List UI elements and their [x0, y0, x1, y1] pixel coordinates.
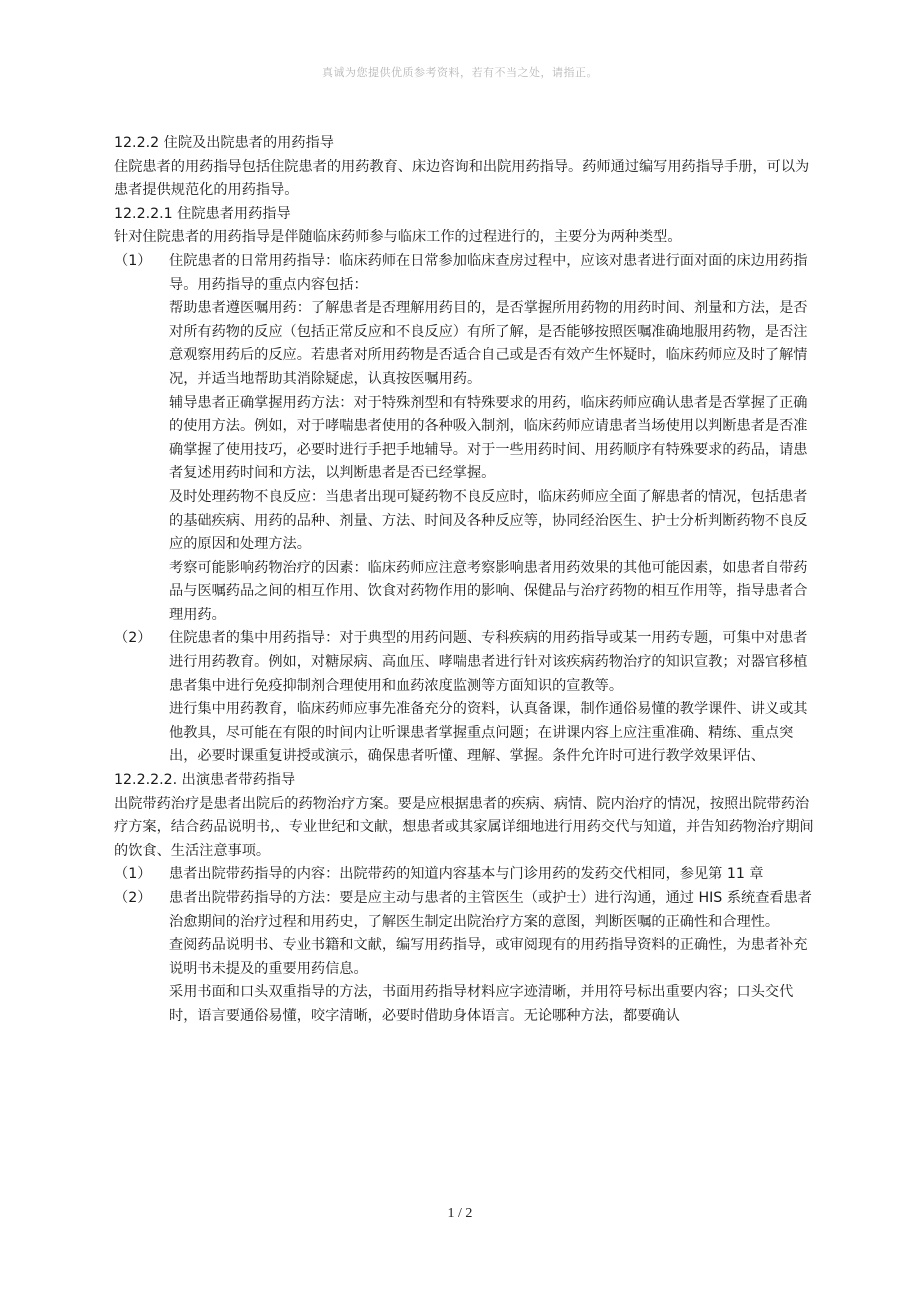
inpatient-intro-paragraph: 针对住院患者的用药指导是伴随临床药师参与临床工作的过程进行的，主要分为两种类型。: [114, 229, 682, 246]
list-item: [114, 250, 814, 628]
list-item-paragraph: 查阅药品说明书、专业书籍和文献，编写用药指导，或审阅现有的用药指导资料的正确性，为患者补充说明书未提及的重要用药信息。: [169, 937, 808, 977]
watermark-text: 真诚为您提供优质参考资料，若有不当之处，请指正。: [322, 66, 598, 79]
list-item-paragraph: 采用书面和口头双重指导的方法，书面用药指导材料应字迹清晰，并用符号标出重要内容；口头交代时，语言要通俗易懂，咬字清晰，必要时借助身体语言。无论哪种方法，都要确认: [169, 984, 794, 1024]
document-body: [114, 132, 814, 1029]
list-item: [114, 863, 814, 887]
list-item-number: （1）: [114, 252, 152, 269]
discharge-intro-paragraph: 出院带药治疗是患者出院后的药物治疗方案。要是应根据患者的疾病、病情、院内治疗的情况，按照出院带药治疗方案，结合药品说明书,、专业世纪和文献，想患者或其家属详细地进行用药交代与知道，并告知药物治疗期间的饮食、生活注意事项。: [114, 795, 814, 859]
list-item-paragraph: 住院患者的集中用药指导：对于典型的用药问题、专科疾病的用药指导或某一用药专题，可集中对患者进行用药教育。例如，对糖尿病、高血压、哮喘患者进行针对该疾病药物治疗的知识宣教；对器官移植患者集中进行免疫抑制剂合理使用和血药浓度监测等方面知识的宣教等。: [169, 630, 808, 694]
list-item-paragraph: 患者出院带药指导的内容：出院带药的知道内容基本与门诊用药的发药交代相同，参见第 11 章: [169, 866, 764, 883]
intro-paragraph: 住院患者的用药指导包括住院患者的用药教育、床边咨询和出院用药指导。药师通过编写用药指导手册，可以为患者提供规范化的用药指导。: [114, 158, 810, 199]
list-item-paragraph: 进行集中用药教育，临床药师应事先准备充分的资料，认真备课，制作通俗易懂的教学课件、讲义或其他教具，尽可能在有限的时间内让听课患者掌握重点问题；在讲课内容上应注重准确、精练、重点突出，必要时课重复讲授或演示，确保患者听懂、理解、掌握。条件允许时可进行教学效果评估、: [169, 701, 808, 765]
list-item-paragraph: 患者出院带药指导的方法：要是应主动与患者的主管医生（或护士）进行沟通，通过 HIS 系统查看患者治愈期间的治疗过程和用药史，了解医生制定出院治疗方案的意图，判断医嘱的正确性和合理性。: [169, 890, 812, 930]
subsection-heading-inpatient: 12.2.2.1 住院患者用药指导: [114, 205, 291, 222]
list-item-number: （1）: [114, 866, 152, 883]
list-item: [114, 887, 814, 1029]
list-item-number: （2）: [114, 630, 152, 647]
list-item-paragraph: 辅导患者正确掌握用药方法：对于特殊剂型和有特殊要求的用药，临床药师应确认患者是否掌握了正确的使用方法。例如，对于哮喘患者使用的各种吸入制剂，临床药师应请患者当场使用以判断患者是否准确掌握了使用技巧，必要时进行手把手地辅导。对于一些用药时间、用药顺序有特殊要求的药品，请患者复述用药时间和方法，以判断患者是否已经掌握。: [169, 394, 808, 482]
page-indicator: 1 / 2: [447, 1206, 473, 1221]
list-item-paragraph: 考察可能影响药物治疗的因素：临床药师应注意考察影响患者用药效果的其他可能因素，如患者自带药品与医嘱药品之间的相互作用、饮食对药物作用的影响、保健品与治疗药物的相互作用等，指导患者合理用药。: [169, 559, 808, 623]
list-item-paragraph: 及时处理药物不良反应：当患者出现可疑药物不良反应时，临床药师应全面了解患者的情况，包括患者的基础疾病、用药的品种、剂量、方法、时间及各种反应等，协同经治医生、护士分析判断药物不良反应的原因和处理方法。: [169, 488, 808, 553]
list-item-paragraph: 帮助患者遵医嘱用药：了解患者是否理解用药目的，是否掌握所用药物的用药时间、剂量和方法，是否对所有药物的反应（包括正常反应和不良反应）有所了解，是否能够按照医嘱准确地服用药物，是否注意观察用药后的反应。若患者对所用药物是否适合自己或是否有效产生怀疑时，临床药师应及时了解情况，并适当地帮助其消除疑虑，认真按医嘱用药。: [169, 300, 808, 387]
section-heading: 12.2.2 住院及出院患者的用药指导: [114, 135, 334, 151]
subsection-heading-discharge: 12.2.2.2. 出演患者带药指导: [114, 772, 296, 789]
list-item: [114, 627, 814, 769]
list-item-paragraph: 住院患者的日常用药指导：临床药师在日常参加临床查房过程中，应该对患者进行面对面的床边用药指导。用药指导的重点内容包括：: [169, 252, 808, 293]
list-item-number: （2）: [114, 890, 152, 906]
